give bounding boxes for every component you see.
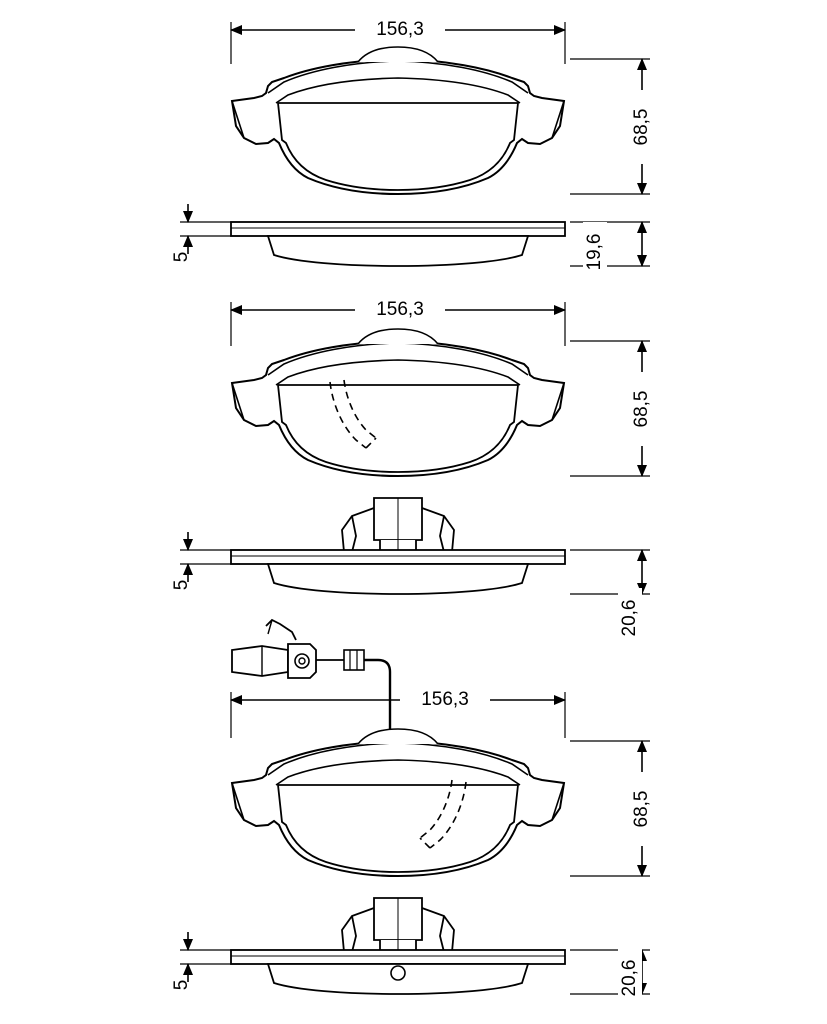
dimension-thickness-2-label: 20,6	[619, 599, 641, 637]
dimension-width-3-label: 156,3	[421, 689, 469, 711]
dimension-height-3-label: 68,5	[631, 790, 653, 828]
dimension-thickness-3-label: 20,6	[619, 959, 641, 997]
dimension-height-1-label: 68,5	[631, 108, 653, 146]
dimension-backplate-2-label: 5	[171, 579, 193, 591]
dimension-thickness-1-label: 19,6	[584, 233, 606, 271]
dimension-backplate-1-label: 5	[171, 251, 193, 263]
dimension-height-2-label: 68,5	[631, 390, 653, 428]
dimension-width-2-label: 156,3	[376, 299, 424, 321]
dimension-backplate-3-label: 5	[171, 979, 193, 991]
dimension-width-1-label: 156,3	[376, 19, 424, 41]
